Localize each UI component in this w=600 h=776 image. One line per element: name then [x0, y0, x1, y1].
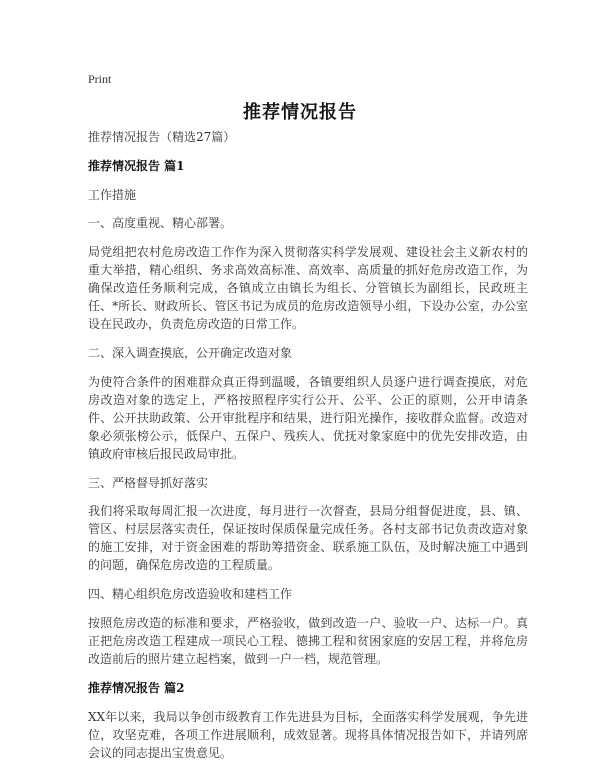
subheading-2: 二、深入调查摸底，公开确定改造对象: [88, 345, 293, 360]
paragraph-1: 局党组把农村危房改造工作作为深入贯彻落实科学发展观、建设社会主义新农村的重大举措，精心组织、务求高效高标准、高效率、高质量的抓好危房改造工作，为确保改造任务顺利完成，各镇成立由镇长为组长、分管镇长为副组长，民政班主任、*所长、财政所长、管区书记为成员的危房改造领导小组，下设办公室，办公室设在民政办，负责危房改造的日常工作。: [88, 245, 528, 332]
paragraph-5: XX年以来，我局以争创市级教育工作先进县为目标，全面落实科学发展观，争先进位，攻坚克难，各项工作进展顺利，成效显著。现将具体情况报告如下，并请列席会议的同志提出宝贵意见。: [88, 709, 528, 760]
doc-subtitle: 推荐情况报告（精选27篇）: [88, 130, 236, 144]
subheading-4: 四、精心组织危房改造验收和建档工作: [88, 587, 293, 602]
section-heading-2: 推荐情况报告 篇2: [88, 680, 185, 695]
paragraph-2: 为使符合条件的困难群众真正得到温暖，各镇要组织人员逐户进行调查摸底，对危房改造对象的选定上，严格按照程序实行公开、公平、公正的原则，公开申请条件、公开扶助政策、公开审批程序和结果，进行阳光操作，接收群众监督。改造对象必须张榜公示，低保户、五保户、残疾人、优抚对象家庭中的优先安排改造，由镇政府审核后报民政局审批。: [88, 374, 528, 461]
paragraph-4: 按照危房改造的标准和要求，严格验收，做到改造一户、验收一户、达标一户。真正把危房改造工程建成一项民心工程、德拂工程和贫困家庭的安居工程，并将危房改造前后的照片建立起档案，做到一户一档，规范管理。: [88, 615, 528, 666]
subheading-1: 一、高度重视、精心部署。: [88, 216, 233, 231]
paragraph-work-measures: 工作措施: [88, 187, 137, 202]
section-heading-1: 推荐情况报告 篇1: [88, 158, 185, 173]
print-link[interactable]: Print: [88, 72, 112, 86]
paragraph-3: 我们将采取每周汇报一次进度，每月进行一次督查，县局分组督促进度，县、镇、管区、村层层落实责任，保证按时保质保量完成任务。各村支部书记负责改造对象的施工安排，对于资金困难的帮助筹措资金、联系施工队伍，及时解决施工中遇到的问题，确保危房改造的工程质量。: [88, 504, 528, 573]
document-body: [88, 128, 528, 772]
subheading-3: 三、严格督导抓好落实: [88, 475, 209, 490]
page-title: 推荐情况报告: [243, 102, 357, 123]
